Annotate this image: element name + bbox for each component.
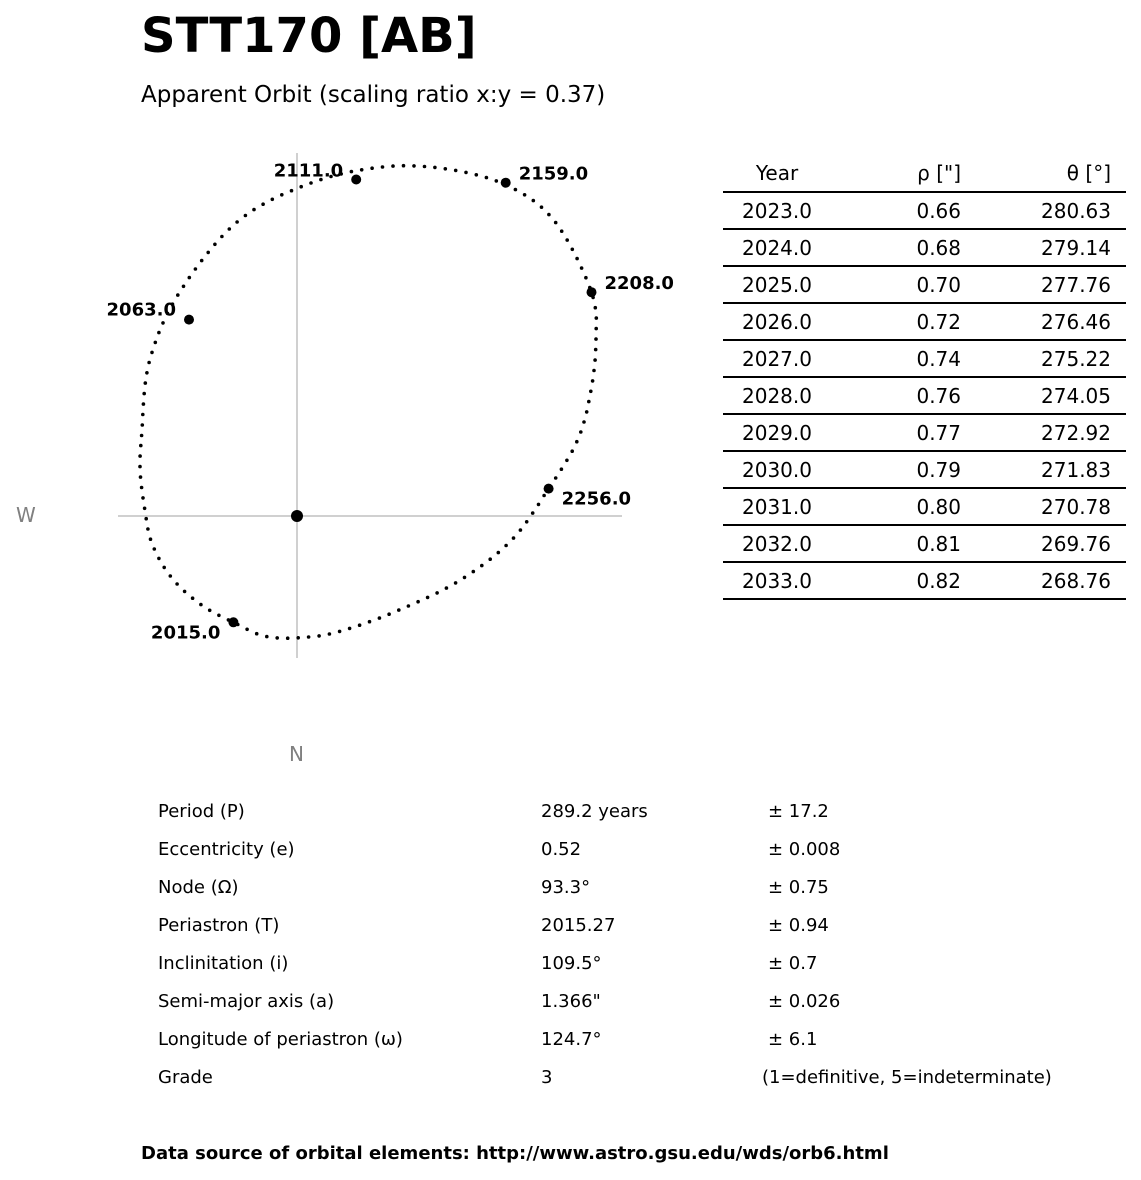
orbit-point [317,634,321,638]
orbit-point [348,627,352,631]
epoch-label: 2208.0 [604,273,674,295]
primary-star-marker [291,510,303,522]
orbit-point [213,243,217,247]
data-source-footer: Data source of orbital elements: http://www.astro.gsu.edu/wds/orb6.html [141,1143,889,1164]
orbit-point [328,632,332,636]
orbit-point [547,213,551,217]
col-header-year: Year [723,155,831,192]
cell-rho: 0.81 [831,525,961,562]
table-row [723,340,1126,377]
table-row [723,525,1126,562]
cell-rho: 0.82 [831,562,961,599]
orbit-point [182,285,186,289]
orbit-point [575,257,579,261]
col-header-rho: ρ ["] [831,155,961,192]
orbit-point [157,331,161,335]
epoch-label: 2015.0 [150,622,221,644]
orbit-point [595,316,599,320]
ephemeris-table [723,155,1126,600]
orbit-point [194,267,198,271]
cell-rho: 0.77 [831,414,961,451]
orbital-element-row [158,832,1118,870]
orbit-point [454,169,458,173]
element-value: 2015.27 [541,915,616,936]
chart-subtitle: Apparent Orbit (scaling ratio x:y = 0.37) [141,82,606,108]
orbit-point [571,248,575,252]
orbit-point [206,251,210,255]
orbit-point [523,193,527,197]
element-label: Eccentricity (e) [158,839,295,860]
orbit-point [309,181,313,185]
cell-year: 2027.0 [723,340,831,377]
element-value: 0.52 [541,839,582,860]
cell-theta: 276.46 [961,303,1126,340]
orbit-point [594,337,598,341]
orbit-point [542,494,546,498]
orbit-point [139,444,143,448]
orbit-point [560,229,564,233]
orbit-plot [0,140,700,700]
orbit-point [153,547,157,551]
orbit-point [286,636,290,640]
orbit-point [217,614,221,618]
orbit-point [140,434,144,438]
orbit-point [589,390,593,394]
orbit-point [584,276,588,280]
orbit-point [360,168,364,172]
table-row [723,451,1126,488]
orbit-point [142,402,146,406]
orbit-point [580,266,584,270]
cell-rho: 0.76 [831,377,961,414]
orbit-point [435,591,439,595]
orbit-point [378,616,382,620]
orbit-point [485,176,489,180]
epoch-marker [501,178,511,188]
epoch-label: 2159.0 [518,163,589,185]
element-label: Periastron (T) [158,915,280,936]
cell-rho: 0.80 [831,488,961,525]
col-header-theta: θ [°] [961,155,1126,192]
cell-theta: 274.05 [961,377,1126,414]
cell-theta: 268.76 [961,562,1126,599]
orbit-point [162,566,166,570]
epoch-label: 2256.0 [561,488,632,510]
table-row [723,229,1126,266]
cell-rho: 0.72 [831,303,961,340]
compass-north-label: N [289,742,304,766]
orbit-point [244,214,248,218]
orbit-point [554,476,558,480]
element-error: ± 6.1 [768,1029,818,1050]
orbit-point [565,459,569,463]
orbit-point [141,496,145,500]
cell-year: 2023.0 [723,192,831,229]
orbit-point [280,193,284,197]
orbit-point [591,379,595,383]
page-title: STT170 [AB] [141,8,477,64]
element-value: 1.366" [541,991,601,1012]
orbit-point [161,321,165,325]
orbit-point [220,235,224,239]
table-row [723,303,1126,340]
orbit-point [154,341,158,345]
cell-year: 2030.0 [723,451,831,488]
orbit-point [245,628,249,632]
element-label: Inclinitation (i) [158,953,289,974]
orbit-point [585,410,589,414]
orbit-point [299,185,303,189]
element-label: Node (Ω) [158,877,239,898]
cell-year: 2025.0 [723,266,831,303]
cell-theta: 271.83 [961,451,1126,488]
orbit-point [540,205,544,209]
orbit-point [191,596,195,600]
cell-rho: 0.74 [831,340,961,377]
element-value: 3 [541,1067,553,1088]
orbit-point [175,582,179,586]
cell-year: 2026.0 [723,303,831,340]
orbit-point [228,227,232,231]
cell-year: 2028.0 [723,377,831,414]
orbital-element-row [158,984,1118,1022]
cell-theta: 280.63 [961,192,1126,229]
cell-year: 2024.0 [723,229,831,266]
orbital-element-row [158,908,1118,946]
orbit-point [199,603,203,607]
element-value: 93.3° [541,877,591,898]
orbit-point [454,581,458,585]
table-row [723,488,1126,525]
element-error: ± 17.2 [768,801,829,822]
orbit-point [592,369,596,373]
element-error: ± 0.94 [768,915,829,936]
orbit-point [463,576,467,580]
orbit-point [587,400,591,404]
orbit-point [140,486,144,490]
orbit-point [391,164,395,168]
orbit-point [149,537,153,541]
orbit-point [290,189,294,193]
element-error: ± 0.75 [768,877,829,898]
orbit-point [537,503,541,507]
orbit-point [275,636,279,640]
orbit-point [261,202,265,206]
orbit-point [176,293,180,297]
orbital-element-row [158,1022,1118,1060]
orbit-point [208,609,212,613]
orbit-point [407,604,411,608]
orbit-point [495,179,499,183]
epoch-marker [587,287,597,297]
element-label: Semi-major axis (a) [158,991,335,1012]
cell-theta: 269.76 [961,525,1126,562]
orbit-point [338,630,342,634]
element-error: (1=definitive, 5=indeterminate) [762,1067,1052,1088]
element-error: ± 0.7 [768,953,818,974]
orbit-point [402,164,406,168]
element-value: 124.7° [541,1029,602,1050]
orbit-point [554,221,558,225]
orbit-point [188,276,192,280]
orbit-point [579,430,583,434]
orbit-point [444,167,448,171]
cell-year: 2032.0 [723,525,831,562]
epoch-marker [351,175,361,185]
cell-rho: 0.79 [831,451,961,488]
ephemeris-header-row [723,155,1126,192]
orbit-point [307,635,311,639]
orbit-point [475,173,479,177]
orbit-point [504,544,508,548]
epoch-label: 2111.0 [273,160,344,182]
orbit-point [255,632,259,636]
orbit-point [358,623,362,627]
orbital-element-row [158,1060,1118,1098]
orbit-point [593,358,597,362]
orbit-point [433,166,437,170]
cell-theta: 270.78 [961,488,1126,525]
orbit-point [381,165,385,169]
orbit-point [296,636,300,640]
cell-rho: 0.70 [831,266,961,303]
orbit-point [146,527,150,531]
orbit-point [525,520,529,524]
orbit-point [271,198,275,202]
orbit-point [531,511,535,515]
orbit-point [157,557,161,561]
orbit-point [445,586,449,590]
element-value: 109.5° [541,953,602,974]
orbit-point [368,620,372,624]
orbit-point [138,465,142,469]
orbit-point [145,371,149,375]
table-row [723,562,1126,599]
orbit-point [350,170,354,174]
epoch-label: 2063.0 [106,299,176,321]
orbit-point [144,381,148,385]
table-row [723,192,1126,229]
element-label: Grade [158,1067,213,1088]
cell-theta: 277.76 [961,266,1126,303]
orbit-point [169,574,173,578]
cell-theta: 275.22 [961,340,1126,377]
orbit-point [235,220,239,224]
element-label: Longitude of periastron (ω) [158,1029,403,1050]
orbit-point [480,564,484,568]
orbit-point [594,348,598,352]
orbit-point [512,536,516,540]
orbital-element-row [158,870,1118,908]
orbit-point [532,199,536,203]
orbital-elements-list [158,794,1118,1098]
cell-year: 2031.0 [723,488,831,525]
orbit-point [560,467,564,471]
orbit-point [426,596,430,600]
orbit-point [575,440,579,444]
orbit-point [488,557,492,561]
compass-west-label: W [16,503,36,527]
orbit-point [200,259,204,263]
orbit-point [472,570,476,574]
orbit-point [387,612,391,616]
orbit-point [252,208,256,212]
orbital-element-row [158,946,1118,984]
table-row [723,414,1126,451]
orbit-point [582,420,586,424]
orbit-dots [138,164,598,640]
orbit-point [265,635,269,639]
epoch-marker [228,617,238,627]
orbit-point [464,171,468,175]
orbit-point [138,454,142,458]
orbit-point [141,423,145,427]
cell-rho: 0.66 [831,192,961,229]
element-error: ± 0.008 [768,839,841,860]
orbit-point [423,165,427,169]
element-error: ± 0.026 [768,991,841,1012]
orbit-point [143,507,147,511]
cell-rho: 0.68 [831,229,961,266]
orbit-point [565,238,569,242]
cell-theta: 272.92 [961,414,1126,451]
epoch-marker [544,484,554,494]
element-label: Period (P) [158,801,245,822]
orbit-point [497,551,501,555]
orbit-point [416,600,420,604]
cell-year: 2029.0 [723,414,831,451]
orbital-element-row [158,794,1118,832]
orbit-point [144,517,148,521]
orbit-point [594,306,598,310]
orbit-point [139,475,143,479]
orbit-point [141,413,145,417]
orbit-point [183,590,187,594]
orbit-point [142,392,146,396]
orbit-point [370,166,374,170]
orbit-point [150,351,154,355]
orbit-point [147,361,151,365]
table-row [723,266,1126,303]
orbit-point [570,449,574,453]
epoch-marker [184,315,194,325]
orbit-point [594,327,598,331]
orbit-point [514,188,518,192]
orbit-point [412,164,416,168]
element-value: 289.2 years [541,801,648,822]
orbit-point [519,528,523,532]
cell-theta: 279.14 [961,229,1126,266]
table-row [723,377,1126,414]
orbit-point [397,608,401,612]
cell-year: 2033.0 [723,562,831,599]
